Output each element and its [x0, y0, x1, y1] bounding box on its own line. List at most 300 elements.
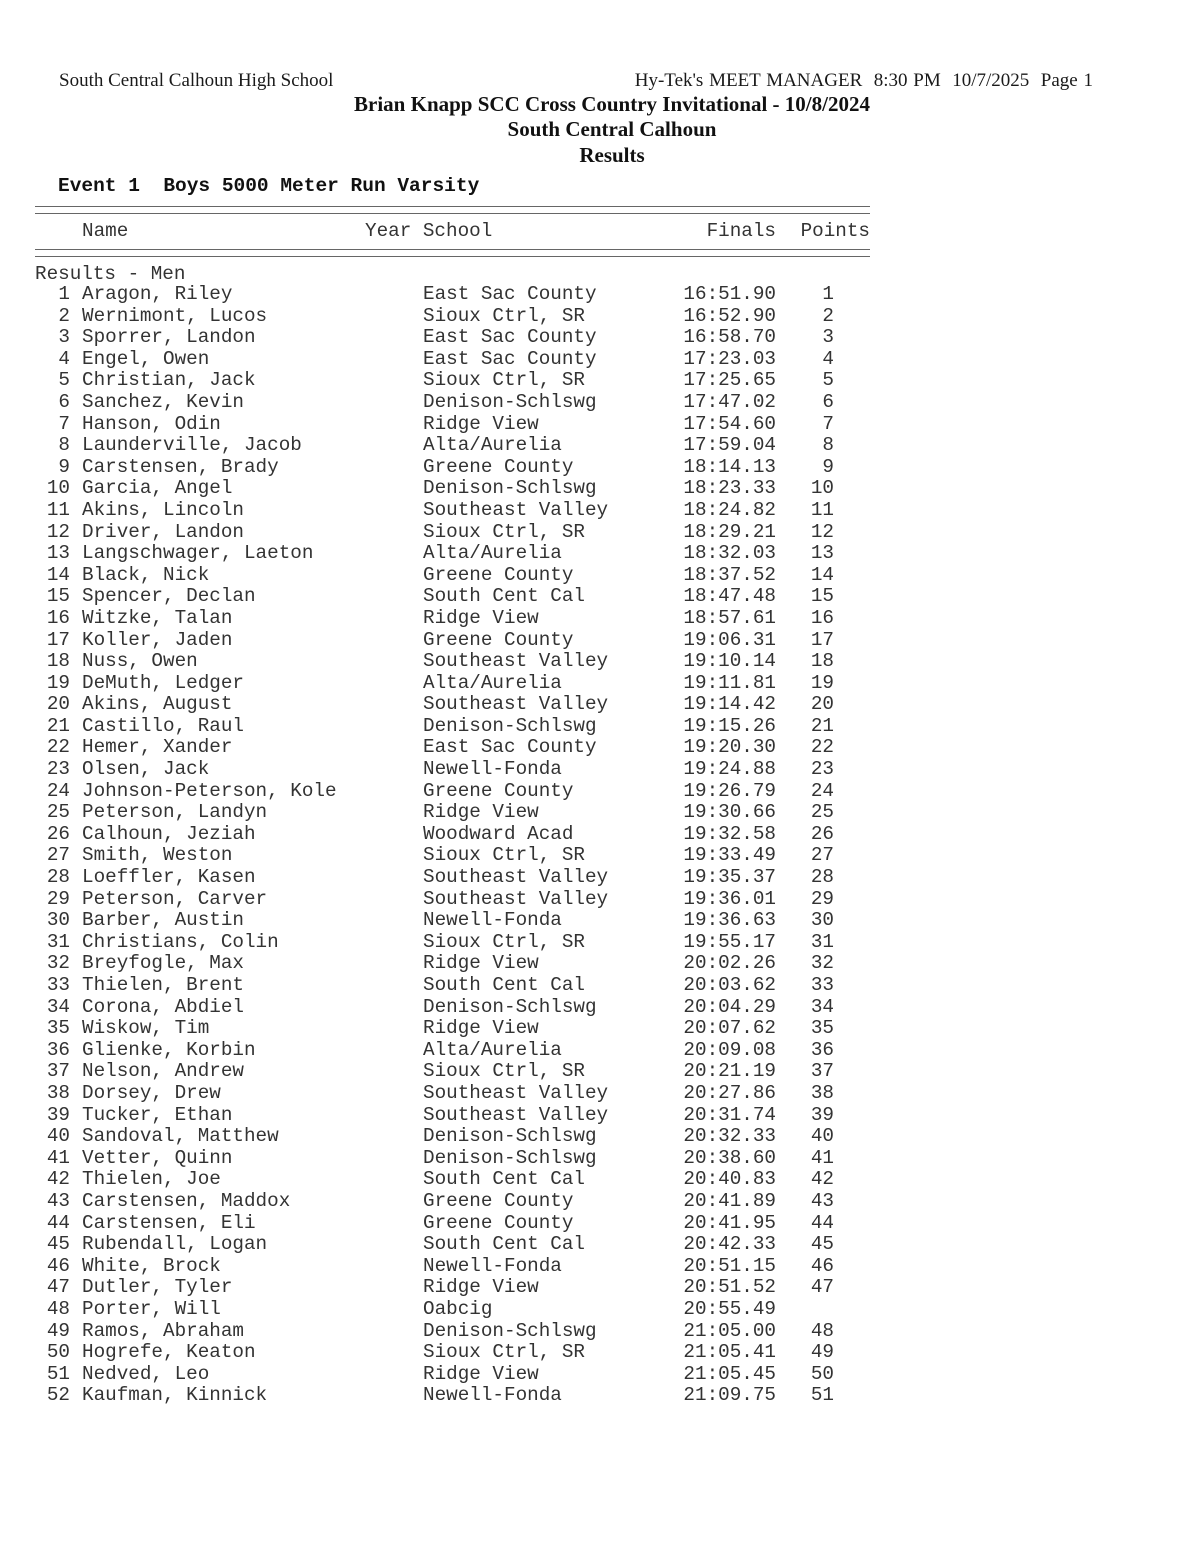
athlete-name: Ramos, Abraham: [82, 1319, 244, 1342]
team-points: 29: [810, 887, 834, 910]
team-points: 47: [810, 1276, 834, 1299]
athlete-name: Loeffler, Kasen: [82, 866, 256, 889]
table-row: [0, 479, 900, 501]
school: Newell-Fonda: [423, 1254, 562, 1277]
school: Southeast Valley: [423, 887, 609, 910]
table-row: [0, 1146, 900, 1171]
finals-time: 20:42.33: [683, 1233, 776, 1256]
team-points: 50: [810, 1362, 834, 1385]
team-points: 15: [810, 585, 834, 608]
school: Southeast Valley: [423, 1103, 609, 1126]
finals-time: 19:06.31: [683, 628, 776, 651]
school: Woodward Acad: [423, 822, 574, 845]
header-rule-top: [35, 206, 870, 214]
table-row: [0, 455, 900, 480]
meet-host: South Central Calhoun: [507, 117, 717, 141]
finals-time: 20:41.95: [683, 1211, 776, 1234]
athlete-name: Barber, Austin: [82, 909, 244, 932]
table-row: [0, 285, 900, 307]
team-points: 3: [822, 326, 834, 349]
place: 7: [58, 412, 70, 435]
school: Sioux Ctrl, SR: [423, 1341, 585, 1364]
section-label: Results - Men: [35, 263, 186, 285]
place: 52: [46, 1384, 70, 1407]
finals-time: 18:24.82: [683, 498, 776, 521]
place: 39: [46, 1103, 70, 1126]
athlete-name: Peterson, Landyn: [82, 801, 268, 824]
place: 22: [46, 736, 70, 759]
athlete-name: Sanchez, Kevin: [82, 390, 244, 413]
place: 19: [46, 671, 70, 694]
team-points: 27: [810, 844, 834, 867]
team-points: 42: [810, 1168, 834, 1191]
team-points: 28: [810, 866, 834, 889]
athlete-name: Nuss, Owen: [82, 650, 198, 673]
table-row: [0, 714, 900, 739]
school: Sioux Ctrl, SR: [423, 369, 585, 392]
table-row: [0, 498, 900, 523]
athlete-name: Castillo, Raul: [82, 714, 244, 737]
school: Newell-Fonda: [423, 758, 562, 781]
athlete-name: Christian, Jack: [82, 369, 256, 392]
school: East Sac County: [423, 736, 597, 759]
athlete-name: Dorsey, Drew: [82, 1081, 221, 1104]
table-row: [0, 587, 900, 609]
athlete-name: Peterson, Carver: [82, 887, 268, 910]
place: 24: [46, 779, 70, 802]
table-row: [0, 520, 900, 545]
table-row: [0, 930, 900, 955]
place: 51: [46, 1362, 70, 1385]
table-row: [0, 1103, 900, 1128]
team-points: 24: [810, 779, 834, 802]
team-points: 12: [810, 520, 834, 543]
finals-time: 17:47.02: [683, 390, 776, 413]
school: Alta/Aurelia: [423, 434, 562, 457]
column-header-points: Points: [800, 220, 870, 242]
table-row: [0, 1362, 900, 1387]
school: Newell-Fonda: [423, 1384, 562, 1407]
school: Southeast Valley: [423, 1081, 609, 1104]
team-points: 18: [810, 650, 834, 673]
place: 16: [46, 606, 70, 629]
table-row: [0, 1343, 900, 1365]
finals-time: 21:05.45: [683, 1362, 776, 1385]
athlete-name: Spencer, Declan: [82, 585, 256, 608]
team-points: 49: [810, 1341, 834, 1364]
table-row: [0, 779, 900, 804]
finals-time: 16:58.70: [683, 326, 776, 349]
athlete-name: Hanson, Odin: [82, 412, 221, 435]
school: Sioux Ctrl, SR: [423, 520, 585, 543]
table-row: [0, 1319, 900, 1344]
place: 4: [58, 347, 70, 370]
table-row: [0, 695, 900, 717]
table-row: [0, 1297, 900, 1322]
finals-time: 20:02.26: [683, 952, 776, 975]
school: Oabcig: [423, 1297, 493, 1320]
finals-time: 17:25.65: [683, 369, 776, 392]
finals-time: 20:21.19: [683, 1060, 776, 1083]
place: 5: [58, 369, 70, 392]
finals-time: 18:29.21: [683, 520, 776, 543]
column-header-finals: Finals: [706, 220, 776, 242]
place: 27: [46, 844, 70, 867]
school: Denison-Schlswg: [423, 1125, 597, 1148]
team-points: 16: [810, 606, 834, 629]
place: 43: [46, 1189, 70, 1212]
team-points: 35: [810, 1017, 834, 1040]
athlete-name: Driver, Landon: [82, 520, 244, 543]
school: Greene County: [423, 779, 574, 802]
finals-time: 20:41.89: [683, 1189, 776, 1212]
athlete-name: Tucker, Ethan: [82, 1103, 233, 1126]
school: Greene County: [423, 455, 574, 478]
team-points: 23: [810, 758, 834, 781]
finals-time: 21:05.41: [683, 1341, 776, 1364]
table-row: [0, 954, 900, 976]
school: Alta/Aurelia: [423, 671, 562, 694]
school: Sioux Ctrl, SR: [423, 304, 585, 327]
school: Southeast Valley: [423, 650, 609, 673]
place: 35: [46, 1017, 70, 1040]
school: Southeast Valley: [423, 866, 609, 889]
place: 38: [46, 1081, 70, 1104]
athlete-name: Launderville, Jacob: [82, 434, 302, 457]
table-row: [0, 628, 900, 653]
table-row: [0, 1254, 900, 1279]
table-row: [0, 328, 900, 350]
school: Sioux Ctrl, SR: [423, 1060, 585, 1083]
school: South Cent Cal: [423, 1168, 585, 1191]
place: 18: [46, 650, 70, 673]
organization-name: South Central Calhoun High School: [59, 70, 334, 91]
school: Denison-Schlswg: [423, 477, 597, 500]
team-points: 26: [810, 822, 834, 845]
finals-time: 20:38.60: [683, 1146, 776, 1169]
athlete-name: Carstensen, Brady: [82, 455, 279, 478]
finals-time: 17:23.03: [683, 347, 776, 370]
finals-time: 18:57.61: [683, 606, 776, 629]
table-row: [0, 1127, 900, 1149]
school: Greene County: [423, 628, 574, 651]
finals-time: 19:36.01: [683, 887, 776, 910]
school: Southeast Valley: [423, 498, 609, 521]
table-row: [0, 822, 900, 847]
place: 17: [46, 628, 70, 651]
team-points: 17: [810, 628, 834, 651]
place: 9: [58, 455, 70, 478]
finals-time: 19:20.30: [683, 736, 776, 759]
place: 33: [46, 974, 70, 996]
finals-time: 19:11.81: [683, 671, 776, 694]
school: Greene County: [423, 563, 574, 586]
finals-time: 19:55.17: [683, 930, 776, 953]
place: 50: [46, 1341, 70, 1364]
team-points: 21: [810, 714, 834, 737]
team-points: 1: [822, 283, 834, 305]
athlete-name: Hemer, Xander: [82, 736, 233, 759]
school: East Sac County: [423, 347, 597, 370]
school: Ridge View: [423, 1362, 539, 1385]
team-points: 39: [810, 1103, 834, 1126]
table-row: [0, 1189, 900, 1214]
place: 37: [46, 1060, 70, 1083]
athlete-name: Olsen, Jack: [82, 758, 210, 781]
team-points: 14: [810, 563, 834, 586]
finals-time: 19:24.88: [683, 758, 776, 781]
school: East Sac County: [423, 326, 597, 349]
finals-time: 19:32.58: [683, 822, 776, 845]
athlete-name: Glienke, Korbin: [82, 1038, 256, 1061]
team-points: 10: [810, 477, 834, 500]
place: 30: [46, 909, 70, 932]
place: 23: [46, 758, 70, 781]
place: 15: [46, 585, 70, 608]
finals-time: 20:55.49: [683, 1297, 776, 1320]
athlete-name: Akins, Lincoln: [82, 498, 244, 521]
athlete-name: Wernimont, Lucos: [82, 304, 268, 327]
team-points: 34: [810, 995, 834, 1018]
table-row: [0, 868, 900, 890]
table-row: [0, 304, 900, 329]
athlete-name: Christians, Colin: [82, 930, 279, 953]
finals-time: 21:05.00: [683, 1319, 776, 1342]
athlete-name: Black, Nick: [82, 563, 210, 586]
athlete-name: White, Brock: [82, 1254, 221, 1277]
software-stamp: Hy-Tek's MEET MANAGER 8:30 PM 10/7/2025 Page 1: [634, 70, 1093, 91]
table-row: [0, 995, 900, 1020]
table-row: [0, 760, 900, 782]
athlete-name: Johnson-Peterson, Kole: [82, 779, 337, 802]
table-row: [0, 1386, 900, 1408]
place: 10: [46, 477, 70, 500]
school: East Sac County: [423, 283, 597, 305]
team-points: 36: [810, 1038, 834, 1061]
athlete-name: Carstensen, Maddox: [82, 1189, 291, 1212]
place: 40: [46, 1125, 70, 1148]
team-points: 22: [810, 736, 834, 759]
event-title: Event 1 Boys 5000 Meter Run Varsity: [58, 175, 480, 197]
school: Southeast Valley: [423, 693, 609, 716]
finals-time: 20:07.62: [683, 1017, 776, 1040]
athlete-name: Nelson, Andrew: [82, 1060, 244, 1083]
table-row: [0, 347, 900, 372]
place: 1: [58, 283, 70, 305]
athlete-name: DeMuth, Ledger: [82, 671, 244, 694]
school: Ridge View: [423, 1276, 539, 1299]
athlete-name: Thielen, Brent: [82, 974, 244, 996]
finals-time: 20:09.08: [683, 1038, 776, 1061]
place: 11: [46, 498, 70, 521]
athlete-name: Porter, Will: [82, 1297, 221, 1320]
finals-time: 19:14.42: [683, 693, 776, 716]
place: 25: [46, 801, 70, 824]
school: Greene County: [423, 1211, 574, 1234]
table-row: [0, 1170, 900, 1192]
athlete-name: Aragon, Riley: [82, 283, 233, 305]
place: 49: [46, 1319, 70, 1342]
table-row: [0, 412, 900, 437]
athlete-name: Hogrefe, Keaton: [82, 1341, 256, 1364]
athlete-name: Breyfogle, Max: [82, 952, 244, 975]
place: 13: [46, 542, 70, 565]
athlete-name: Kaufman, Kinnick: [82, 1384, 268, 1407]
school: Ridge View: [423, 606, 539, 629]
finals-time: 17:54.60: [683, 412, 776, 435]
place: 20: [46, 693, 70, 716]
school: Sioux Ctrl, SR: [423, 930, 585, 953]
report-type: Results: [579, 143, 645, 167]
place: 21: [46, 714, 70, 737]
school: Sioux Ctrl, SR: [423, 844, 585, 867]
table-row: [0, 606, 900, 631]
school: Denison-Schlswg: [423, 714, 597, 737]
school: Alta/Aurelia: [423, 1038, 562, 1061]
place: 28: [46, 866, 70, 889]
finals-time: 19:26.79: [683, 779, 776, 802]
finals-time: 19:36.63: [683, 909, 776, 932]
place: 46: [46, 1254, 70, 1277]
place: 36: [46, 1038, 70, 1061]
finals-time: 18:47.48: [683, 585, 776, 608]
athlete-name: Dutler, Tyler: [82, 1276, 233, 1299]
athlete-name: Corona, Abdiel: [82, 995, 244, 1018]
table-row: [0, 738, 900, 760]
place: 34: [46, 995, 70, 1018]
athlete-name: Engel, Owen: [82, 347, 210, 370]
table-row: [0, 911, 900, 933]
team-points: 41: [810, 1146, 834, 1169]
team-points: 2: [822, 304, 834, 327]
table-row: [0, 390, 900, 415]
place: 29: [46, 887, 70, 910]
finals-time: 16:52.90: [683, 304, 776, 327]
table-row: [0, 563, 900, 588]
finals-time: 20:03.62: [683, 974, 776, 996]
place: 47: [46, 1276, 70, 1299]
team-points: 8: [822, 434, 834, 457]
place: 42: [46, 1168, 70, 1191]
athlete-name: Rubendall, Logan: [82, 1233, 268, 1256]
place: 12: [46, 520, 70, 543]
team-points: 48: [810, 1319, 834, 1342]
athlete-name: Langschwager, Laeton: [82, 542, 314, 565]
team-points: 37: [810, 1060, 834, 1083]
athlete-name: Carstensen, Eli: [82, 1211, 256, 1234]
table-row: [0, 1211, 900, 1236]
school: South Cent Cal: [423, 974, 585, 996]
finals-time: 19:30.66: [683, 801, 776, 824]
finals-time: 19:10.14: [683, 650, 776, 673]
finals-time: 20:04.29: [683, 995, 776, 1018]
finals-time: 17:59.04: [683, 434, 776, 457]
team-points: 11: [810, 498, 834, 521]
school: Ridge View: [423, 1017, 539, 1040]
team-points: 20: [810, 693, 834, 716]
athlete-name: Sporrer, Landon: [82, 326, 256, 349]
school: Newell-Fonda: [423, 909, 562, 932]
school: South Cent Cal: [423, 1233, 585, 1256]
finals-time: 20:51.52: [683, 1276, 776, 1299]
place: 41: [46, 1146, 70, 1169]
place: 14: [46, 563, 70, 586]
table-row: [0, 1081, 900, 1106]
place: 6: [58, 390, 70, 413]
team-points: 51: [810, 1384, 834, 1407]
table-row: [0, 846, 900, 868]
finals-time: 20:32.33: [683, 1125, 776, 1148]
athlete-name: Sandoval, Matthew: [82, 1125, 279, 1148]
table-row: [0, 544, 900, 566]
finals-time: 19:33.49: [683, 844, 776, 867]
athlete-name: Thielen, Joe: [82, 1168, 221, 1191]
athlete-name: Calhoun, Jeziah: [82, 822, 256, 845]
school: Denison-Schlswg: [423, 1319, 597, 1342]
school: Ridge View: [423, 412, 539, 435]
finals-time: 16:51.90: [683, 283, 776, 305]
place: 8: [58, 434, 70, 457]
school: South Cent Cal: [423, 585, 585, 608]
place: 32: [46, 952, 70, 975]
school: Alta/Aurelia: [423, 542, 562, 565]
place: 31: [46, 930, 70, 953]
column-header-year-school: Year School: [365, 220, 493, 242]
team-points: 5: [822, 369, 834, 392]
team-points: 32: [810, 952, 834, 975]
team-points: 46: [810, 1254, 834, 1277]
school: Ridge View: [423, 952, 539, 975]
table-row: [0, 671, 900, 696]
table-row: [0, 1062, 900, 1084]
finals-time: 21:09.75: [683, 1384, 776, 1407]
finals-time: 20:51.15: [683, 1254, 776, 1277]
table-row: [0, 1235, 900, 1257]
finals-time: 19:35.37: [683, 866, 776, 889]
team-points: 38: [810, 1081, 834, 1104]
place: 26: [46, 822, 70, 845]
finals-time: 18:23.33: [683, 477, 776, 500]
finals-time: 20:40.83: [683, 1168, 776, 1191]
school: Ridge View: [423, 801, 539, 824]
team-points: 6: [822, 390, 834, 413]
athlete-name: Akins, August: [82, 693, 233, 716]
finals-time: 20:31.74: [683, 1103, 776, 1126]
finals-time: 19:15.26: [683, 714, 776, 737]
team-points: 25: [810, 801, 834, 824]
team-points: 4: [822, 347, 834, 370]
team-points: 40: [810, 1125, 834, 1148]
table-row: [0, 803, 900, 825]
table-row: [0, 652, 900, 674]
team-points: 7: [822, 412, 834, 435]
team-points: 45: [810, 1233, 834, 1256]
team-points: 43: [810, 1189, 834, 1212]
finals-time: 18:37.52: [683, 563, 776, 586]
athlete-name: Smith, Weston: [82, 844, 233, 867]
school: Denison-Schlswg: [423, 995, 597, 1018]
header-rule-bottom: [35, 249, 870, 257]
athlete-name: Nedved, Leo: [82, 1362, 210, 1385]
meet-title: Brian Knapp SCC Cross Country Invitational - 10/8/2024: [354, 92, 870, 116]
table-row: [0, 976, 900, 998]
place: 48: [46, 1297, 70, 1320]
table-row: [0, 1278, 900, 1300]
team-points: 44: [810, 1211, 834, 1234]
school: Greene County: [423, 1189, 574, 1212]
school: Denison-Schlswg: [423, 390, 597, 413]
place: 3: [58, 326, 70, 349]
